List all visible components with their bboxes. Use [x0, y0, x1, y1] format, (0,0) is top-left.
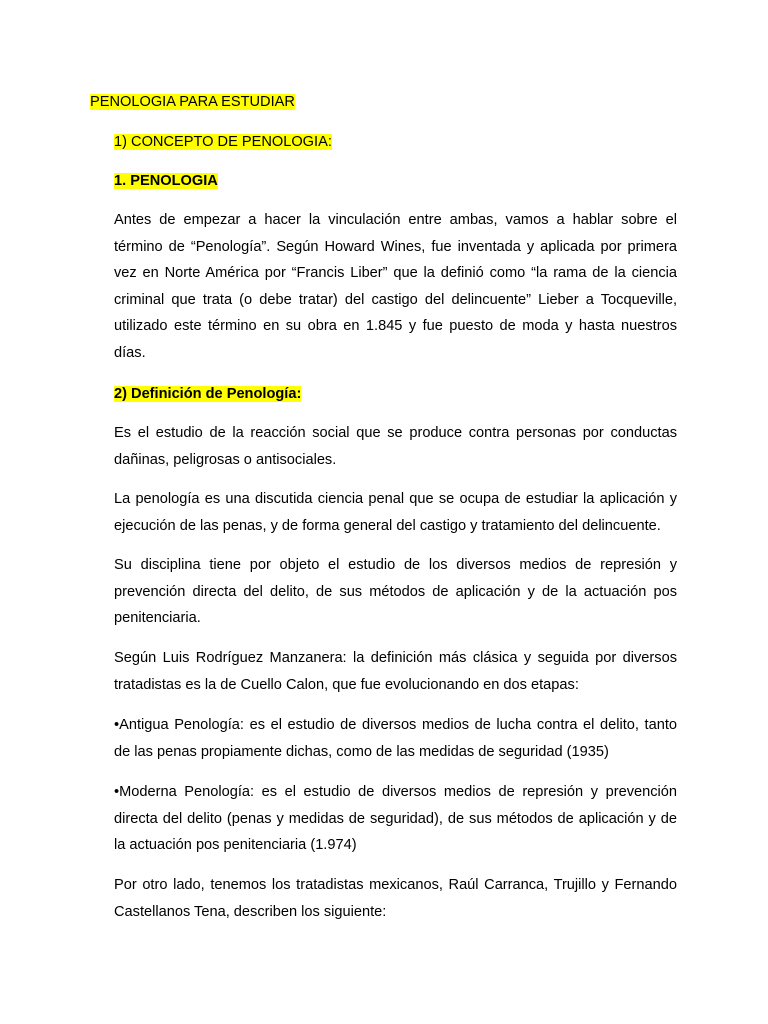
document-title	[90, 93, 295, 111]
paragraph-definition-2: La penología es una discutida ciencia penal que se ocupa de estudiar la aplicación y ejecución de las penas, y de forma general del castigo y tratamiento del delincuente.	[114, 491, 677, 534]
subheading-penologia-text: 1. PENOLOGIA	[114, 173, 218, 189]
paragraph-mexicanos: Por otro lado, tenemos los tratadistas mexicanos, Raúl Carranca, Trujillo y Fernando Castellanos Tena, describen los siguiente:	[114, 877, 677, 920]
paragraph-intro: Antes de empezar a hacer la vinculación entre ambas, vamos a hablar sobre el término de “Penología”. Según Howard Wines, fue inventada y aplicada por primera vez en Norte América por “Francis Liber” que la definió como “la rama de la ciencia criminal que trata (o debe tratar) del castigo del delincuente” Lieber a Tocqueville, utilizado este término en su obra en 1.845 y fue puesto de moda y hasta nuestros días.	[114, 212, 677, 361]
paragraph-definition-1: Es el estudio de la reacción social que se produce contra personas por conductas dañinas, peligrosas o antisociales.	[114, 425, 677, 468]
paragraph-definition-3: Su disciplina tiene por objeto el estudio de los diversos medios de represión y prevención directa del delito, de sus métodos de aplicación y de la actuación pos penitenciaria.	[114, 557, 677, 626]
paragraph-manzanera: Según Luis Rodríguez Manzanera: la definición más clásica y seguida por diversos tratadistas es la de Cuello Calon, que fue evolucionando en dos etapas:	[114, 650, 677, 693]
list-item-antigua: •Antigua Penología: es el estudio de diversos medios de lucha contra el delito, tanto de las penas propiamente dichas, como de las medidas de seguridad (1935)	[114, 717, 677, 760]
section-1-heading	[114, 133, 332, 151]
section-2-heading-text: 2) Definición de Penología:	[114, 386, 302, 402]
subheading-penologia	[114, 172, 218, 190]
section-2-heading	[114, 385, 301, 403]
section-1-heading-text: 1) CONCEPTO DE PENOLOGIA:	[114, 134, 332, 150]
document-title-text: PENOLOGIA PARA ESTUDIAR	[90, 94, 295, 110]
list-item-moderna: •Moderna Penología: es el estudio de diversos medios de represión y prevención directa del delito (penas y medidas de seguridad), de sus métodos de aplicación y de la actuación pos penitenciaria (1.974)	[114, 784, 677, 853]
